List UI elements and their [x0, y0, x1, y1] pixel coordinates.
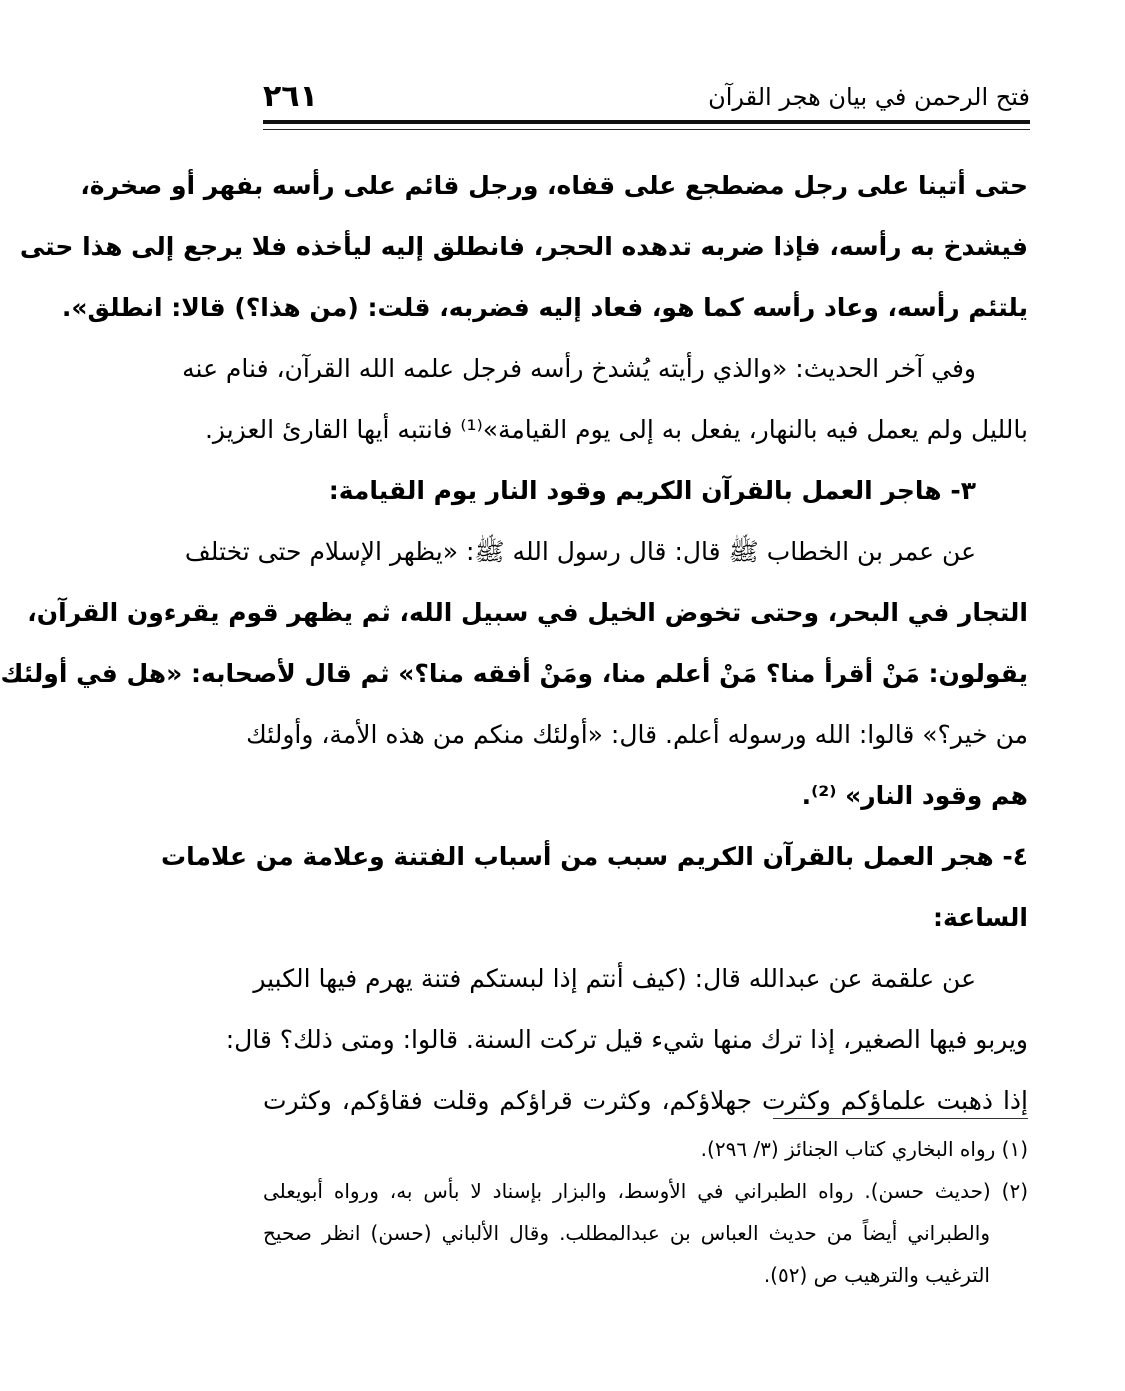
main-text: [0, 155, 1028, 1131]
footnotes: [263, 1128, 1028, 1296]
text-line: بالليل ولم يعمل فيه بالنهار، يفعل به إلى يوم القيامة»⁽¹⁾ فانتبه أيها القارئ العزيز.: [204, 415, 1028, 444]
footnote-2: (٢) (حديث حسن). رواه الطبراني في الأوسط، والبزار بإسناد لا بأس به، ورواه أبويعلى: [263, 1179, 1028, 1203]
footnote-separator: [773, 1118, 1028, 1119]
text-line: يلتئم رأسه، وعاد رأسه كما هو، فعاد إليه فضربه، قلت: (من هذا؟) قالا: انطلق».: [61, 293, 1028, 322]
text-line: إذا ذهبت علماؤكم وكثرت جهلاؤكم، وكثرت قراؤكم وقلت فقاؤكم، وكثرت: [263, 1086, 1028, 1115]
text-line: فيشدخ به رأسه، فإذا ضربه تدهده الحجر، فانطلق إليه ليأخذه فلا يرجع إلى هذا حتى: [19, 232, 1028, 261]
text-line: ويربو فيها الصغير، إذا ترك منها شيء قيل تركت السنة. قالوا: ومتى ذلك؟ قال:: [225, 1025, 1028, 1054]
text-line: التجار في البحر، وحتى تخوض الخيل في سبيل الله، ثم يظهر قوم يقرءون القرآن،: [27, 598, 1028, 627]
footnote-1: (١) رواه البخاري كتاب الجنائز (٣/ ٢٩٦).: [700, 1137, 1028, 1161]
text-line: عن عمر بن الخطاب ﷺ قال: قال رسول الله ﷺ: «يظهر الإسلام حتى تختلف: [184, 537, 976, 566]
header-rule-thin: [263, 129, 1030, 130]
text-line: هم وقود النار» ⁽²⁾.: [801, 781, 1028, 810]
text-line: يقولون: مَنْ أقرأ منا؟ مَنْ أعلم منا، ومَنْ أفقه منا؟» ثم قال لأصحابه: «هل في أولئك: [0, 659, 1028, 688]
footnote-2-continuation: والطبراني أيضاً من حديث العباس بن عبدالمطلب. وقال الألباني (حسن) انظر صحيح: [263, 1221, 990, 1245]
text-line: وفي آخر الحديث: «والذي رأيته يُشدخ رأسه فرجل علمه الله القرآن، فنام عنه: [182, 354, 976, 383]
footnote-2-continuation: الترغيب والترهيب ص (٥٢).: [763, 1263, 990, 1287]
section-heading-continuation: الساعة:: [932, 903, 1028, 932]
page-number: ٢٦١: [263, 79, 318, 114]
text-line: عن علقمة عن عبدالله قال: (كيف أنتم إذا لبستكم فتنة يهرم فيها الكبير: [253, 964, 976, 993]
page-header: [263, 80, 1030, 122]
header-rule: [263, 120, 1030, 124]
text-line: من خير؟» قالوا: الله ورسوله أعلم. قال: «أولئك منكم من هذه الأمة، وأولئك: [246, 720, 1028, 749]
running-title: فتح الرحمن في بيان هجر القرآن: [708, 83, 1030, 111]
section-heading: ٣- هاجر العمل بالقرآن الكريم وقود النار يوم القيامة:: [328, 476, 976, 505]
section-heading: ٤- هجر العمل بالقرآن الكريم سبب من أسباب الفتنة وعلامة من علامات: [161, 842, 1028, 871]
text-line: حتى أتينا على رجل مضطجع على قفاه، ورجل قائم على رأسه بفهر أو صخرة،: [80, 171, 1028, 200]
